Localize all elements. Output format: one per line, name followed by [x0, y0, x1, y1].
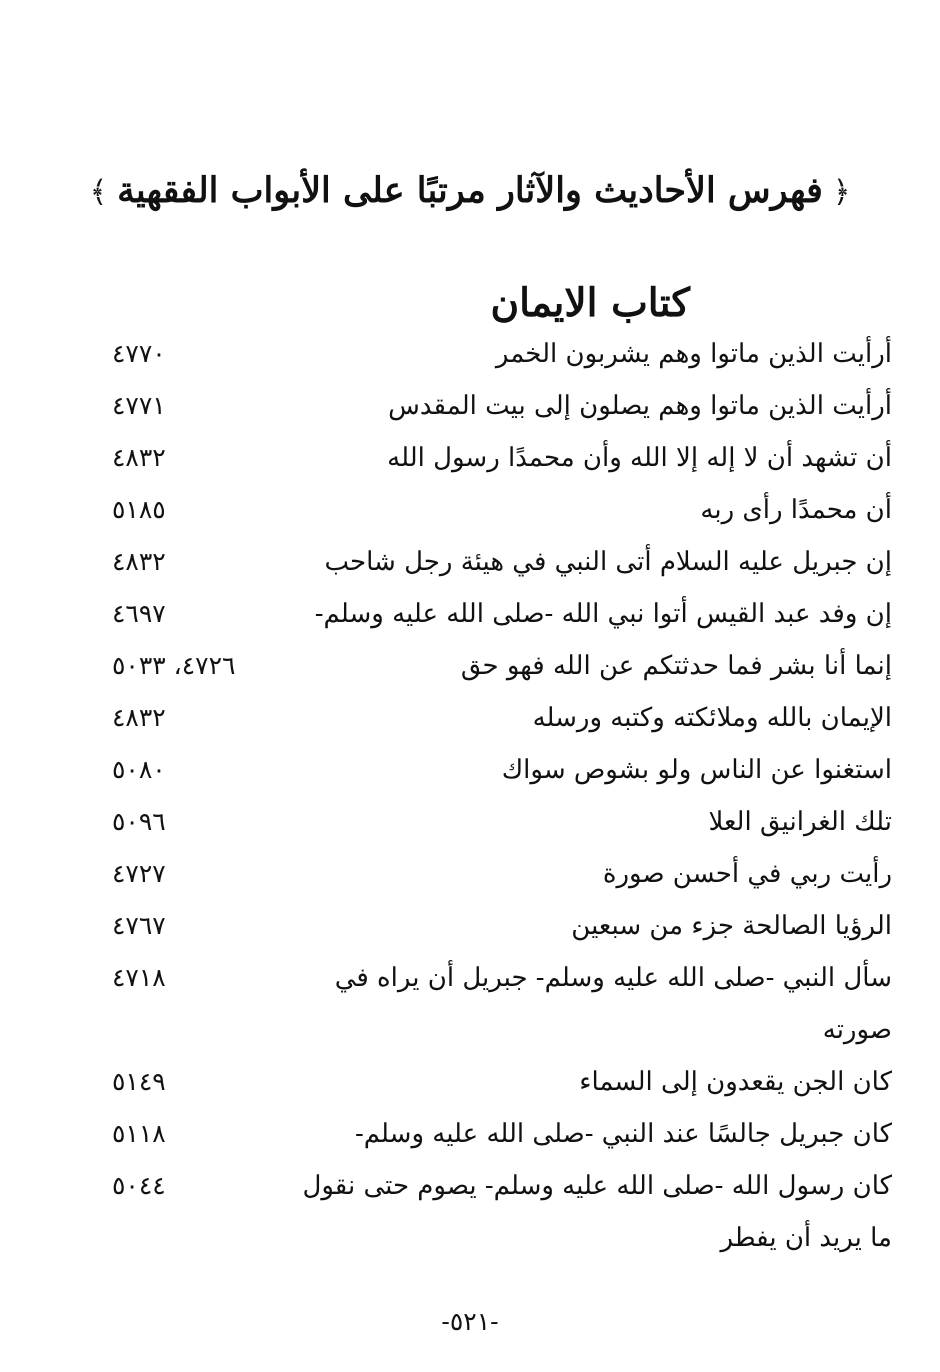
ornament-left: ﴾	[89, 175, 108, 210]
index-entry	[0, 1160, 940, 1212]
index-entry	[0, 380, 940, 432]
entry-reference-number: ٤٨٣٢	[112, 443, 166, 472]
entry-reference-number: ٤٨٣٢	[112, 547, 166, 576]
index-entry	[0, 588, 940, 640]
entry-text: ما يريد أن يفطر	[720, 1223, 892, 1253]
entry-reference-number: ٥٠٤٤	[112, 1171, 166, 1200]
page-number: -٥٢١-	[441, 1307, 499, 1336]
index-entry	[0, 1004, 940, 1056]
entry-reference-number: ٤٧٧٠	[112, 339, 166, 368]
entry-text: صورته	[822, 1015, 892, 1045]
index-entry	[0, 692, 940, 744]
entry-text: كان رسول الله -صلى الله عليه وسلم- يصوم حتى نقول	[302, 1171, 892, 1201]
entry-reference-number: ٥٠٩٦	[112, 807, 166, 836]
entry-text: إن وفد عبد القيس أتوا نبي الله -صلى الله عليه وسلم-	[314, 599, 892, 629]
entry-text: سأل النبي -صلى الله عليه وسلم- جبريل أن يراه في	[334, 963, 892, 993]
index-entry	[0, 536, 940, 588]
entry-reference-number: ٤٧٧١	[112, 391, 166, 420]
index-entry	[0, 1056, 940, 1108]
entry-text: أرأيت الذين ماتوا وهم يصلون إلى بيت المقدس	[388, 391, 892, 421]
entry-text: كان الجن يقعدون إلى السماء	[579, 1067, 892, 1097]
entry-reference-number: ٥١٨٥	[112, 495, 166, 524]
hadith-index-list	[0, 328, 940, 1264]
entry-text: أرأيت الذين ماتوا وهم يشربون الخمر	[495, 339, 892, 369]
index-entry	[0, 432, 940, 484]
entry-reference-number: ٤٧١٨	[112, 963, 166, 992]
section-heading: كتاب الايمان	[490, 280, 690, 326]
index-entry	[0, 1108, 940, 1160]
entry-reference-number: ٤٦٩٧	[112, 599, 166, 628]
entry-text: رأيت ربي في أحسن صورة	[602, 859, 892, 889]
entry-text: أن تشهد أن لا إله إلا الله وأن محمدًا رسول الله	[387, 443, 892, 473]
entry-reference-number: ٤٧٦٧	[112, 911, 166, 940]
entry-reference-number: ٥١١٨	[112, 1119, 166, 1148]
index-title-text: فهرس الأحاديث والآثار مرتبًا على الأبواب الفقهية	[117, 170, 823, 211]
index-title	[0, 166, 940, 218]
index-entry	[0, 744, 940, 796]
entry-text: الرؤيا الصالحة جزء من سبعين	[571, 911, 892, 941]
entry-text: إن جبريل عليه السلام أتى النبي في هيئة رجل شاحب	[324, 547, 892, 577]
entry-reference-number: ٤٧٢٦، ٥٠٣٣	[112, 651, 236, 680]
entry-reference-number: ٥١٤٩	[112, 1067, 166, 1096]
entry-text: كان جبريل جالسًا عند النبي -صلى الله عليه وسلم-	[354, 1119, 892, 1149]
entry-reference-number: ٤٧٢٧	[112, 859, 166, 888]
index-entry	[0, 796, 940, 848]
entry-text: الإيمان بالله وملائكته وكتبه ورسله	[532, 703, 892, 733]
entry-text: إنما أنا بشر فما حدثتكم عن الله فهو حق	[460, 651, 892, 681]
entry-text: أن محمدًا رأى ربه	[700, 495, 892, 525]
index-entry	[0, 900, 940, 952]
entry-reference-number: ٤٨٣٢	[112, 703, 166, 732]
ornament-right: ﴿	[832, 175, 851, 210]
index-entry	[0, 1212, 940, 1264]
entry-text: تلك الغرانيق العلا	[708, 807, 892, 837]
index-entry	[0, 640, 940, 692]
index-entry	[0, 328, 940, 380]
index-entry	[0, 952, 940, 1004]
index-entry	[0, 848, 940, 900]
index-entry	[0, 484, 940, 536]
entry-reference-number: ٥٠٨٠	[112, 755, 166, 784]
entry-text: استغنوا عن الناس ولو بشوص سواك	[501, 755, 892, 785]
